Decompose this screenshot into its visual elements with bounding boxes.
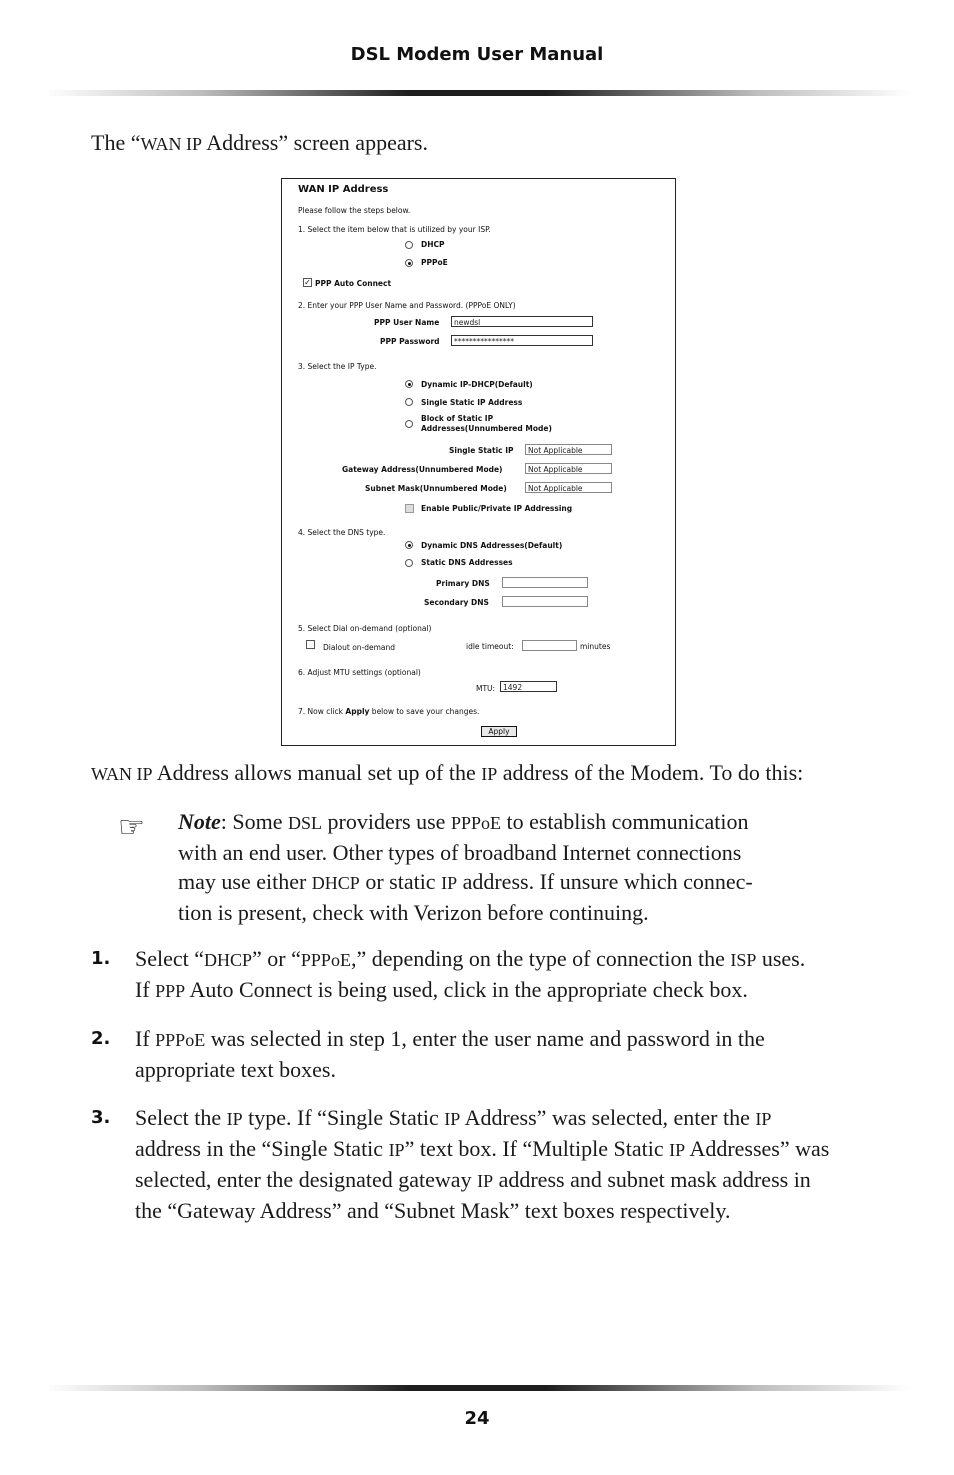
step-smallcaps: PPP <box>155 981 186 1001</box>
step-smallcaps: o <box>330 950 340 970</box>
step-3-line-1 <box>135 1103 865 1134</box>
note-label: Note <box>178 809 221 834</box>
desc-text-1: Address allows manual set up of the <box>152 760 482 785</box>
label-dynamic-dns: Dynamic DNS Addresses(Default) <box>421 541 563 550</box>
note-line-4: tion is present, check with Verizon before continuing. <box>178 900 649 925</box>
step-3-line-4: the “Gateway Address” and “Subnet Mask” text boxes respectively. <box>135 1198 731 1223</box>
step-smallcaps: PPP <box>300 950 331 970</box>
label-public-private: Enable Public/Private IP Addressing <box>421 504 573 513</box>
radio-single-static[interactable] <box>405 398 413 406</box>
step-text: Auto Connect is being used, click in the appropriate check box. <box>185 977 748 1002</box>
label-ppp-username: PPP User Name <box>374 318 440 327</box>
screen-step4: 4. Select the DNS type. <box>298 528 386 537</box>
gateway-field[interactable]: Not Applicable <box>525 463 612 474</box>
mtu-field[interactable]: 1492 <box>500 681 557 692</box>
footer-rule <box>45 1385 911 1391</box>
intro-smallcaps: WAN IP <box>140 134 202 154</box>
label-dhcp: DHCP <box>421 240 445 249</box>
step-2-line-2: appropriate text boxes. <box>135 1057 336 1082</box>
single-static-ip-field[interactable]: Not Applicable <box>525 444 612 455</box>
description-paragraph <box>91 758 803 789</box>
checkbox-public-private[interactable] <box>405 504 414 513</box>
note-text: may use either <box>178 869 312 894</box>
step-smallcaps: DHCP <box>204 950 253 970</box>
label-subnet: Subnet Mask(Unnumbered Mode) <box>365 484 507 493</box>
screen-step3: 3. Select the IP Type. <box>298 362 377 371</box>
step-smallcaps: E <box>339 950 351 970</box>
step-smallcaps: IP <box>477 1171 494 1191</box>
step-1-text <box>135 944 865 1006</box>
radio-dynamic-ip[interactable] <box>405 380 413 388</box>
step-2-number: 2. <box>91 1028 111 1049</box>
step-smallcaps: IP <box>388 1140 405 1160</box>
step-text: If <box>135 1026 156 1051</box>
step-text: type. If “Single Static <box>242 1105 445 1130</box>
step-2-text <box>135 1024 865 1084</box>
step-smallcaps: IP <box>444 1109 461 1129</box>
step-text: ” or “ <box>252 946 301 971</box>
label-dynamic-ip: Dynamic IP-DHCP(Default) <box>421 380 533 389</box>
page-number: 24 <box>464 1408 490 1429</box>
step-3-line-2 <box>135 1134 865 1165</box>
step-2-line-1 <box>135 1024 865 1055</box>
screen-title: WAN IP Address <box>298 184 389 195</box>
step7-post: below to save your changes. <box>369 707 480 716</box>
label-block-static-1: Block of Static IP <box>421 414 494 423</box>
step-smallcaps: E <box>194 1030 206 1050</box>
step-1-line-1 <box>135 944 865 975</box>
note-smallcaps: PPP <box>450 813 481 833</box>
label-primary-dns: Primary DNS <box>436 579 490 588</box>
intro-prefix: The “ <box>91 130 141 155</box>
step-text: address in the “Single Static <box>135 1136 389 1161</box>
desc-smallcaps-2: IP <box>481 764 498 784</box>
primary-dns-field[interactable] <box>502 577 588 588</box>
note-line-1 <box>178 807 798 838</box>
note-smallcaps: E <box>489 813 501 833</box>
radio-block-static[interactable] <box>405 420 413 428</box>
note-text: or static <box>359 869 442 894</box>
label-pppoe: PPPoE <box>421 258 448 267</box>
label-gateway: Gateway Address(Unnumbered Mode) <box>342 465 503 474</box>
step-smallcaps: IP <box>226 1109 243 1129</box>
step7-bold: Apply <box>345 707 370 716</box>
desc-text-2: address of the Modem. To do this: <box>497 760 804 785</box>
note-text: providers use <box>322 809 451 834</box>
note-line-3 <box>178 867 798 898</box>
step-text: ” text box. If “Multiple Static <box>404 1136 670 1161</box>
step-text: selected, enter the designated gateway <box>135 1167 478 1192</box>
running-header: DSL Modem User Manual <box>350 44 604 65</box>
label-secondary-dns: Secondary DNS <box>424 598 489 607</box>
note-text: : Some <box>220 809 288 834</box>
step-text: If <box>135 977 156 1002</box>
checkbox-ppp-auto[interactable]: ✓ <box>304 278 311 287</box>
ppp-password-field[interactable]: **************** <box>451 335 593 346</box>
intro-paragraph <box>91 128 428 159</box>
header-rule <box>45 90 911 96</box>
screen-instructions: Please follow the steps below. <box>298 206 411 215</box>
checkbox-dialout[interactable] <box>306 640 315 649</box>
idle-timeout-field[interactable] <box>522 640 577 651</box>
secondary-dns-field[interactable] <box>502 596 588 607</box>
note-smallcaps: DSL <box>288 813 323 833</box>
note-text: address. If unsure which connec- <box>457 869 753 894</box>
screen-step6: 6. Adjust MTU settings (optional) <box>298 668 421 677</box>
label-ppp-password: PPP Password <box>380 337 440 346</box>
step-smallcaps: PPP <box>155 1030 186 1050</box>
apply-button[interactable]: Apply <box>481 726 517 737</box>
step-text: uses. <box>756 946 806 971</box>
step-text: Address” was selected, enter the <box>460 1105 756 1130</box>
note-block <box>178 807 798 927</box>
step-text: ,” depending on the type of connection the <box>350 946 731 971</box>
step-text: Select “ <box>135 946 205 971</box>
step-smallcaps: ISP <box>730 950 757 970</box>
note-smallcaps: IP <box>441 873 458 893</box>
radio-pppoe[interactable] <box>405 259 413 267</box>
step-smallcaps: IP <box>755 1109 772 1129</box>
step-3-text <box>135 1103 865 1225</box>
label-dialout: Dialout on-demand <box>323 643 396 652</box>
step-1-line-2 <box>135 975 865 1006</box>
note-line-2: with an end user. Other types of broadband Internet connections <box>178 840 742 865</box>
step-text: Addresses” was <box>685 1136 830 1161</box>
screen-step2: 2. Enter your PPP User Name and Password. (PPPoE ONLY) <box>298 301 516 310</box>
step-text: was selected in step 1, enter the user name and password in the <box>205 1026 765 1051</box>
label-mtu: MTU: <box>476 684 496 693</box>
label-single-static: Single Static IP Address <box>421 398 523 407</box>
radio-dhcp[interactable] <box>405 241 413 249</box>
label-static-dns: Static DNS Addresses <box>421 558 513 567</box>
pointing-hand-icon: ☞ <box>118 810 145 845</box>
screen-step1: 1. Select the item below that is utilized by your ISP. <box>298 225 491 234</box>
step-1-number: 1. <box>91 948 111 969</box>
ppp-username-field[interactable]: newdsl <box>451 316 593 327</box>
radio-dynamic-dns[interactable] <box>405 541 413 549</box>
note-smallcaps: o <box>480 813 490 833</box>
step-3-line-3 <box>135 1165 865 1196</box>
label-single-static-ip: Single Static IP <box>449 446 514 455</box>
label-block-static-2: Addresses(Unnumbered Mode) <box>421 424 552 433</box>
step-text: address and subnet mask address in <box>493 1167 811 1192</box>
note-smallcaps: DHCP <box>311 873 360 893</box>
label-idle-timeout: idle timeout: <box>466 642 514 651</box>
wan-ip-screenshot <box>281 178 676 746</box>
intro-suffix: Address” screen appears. <box>201 130 428 155</box>
label-minutes: minutes <box>580 642 611 651</box>
screen-step5: 5. Select Dial on-demand (optional) <box>298 624 432 633</box>
note-text: to establish communication <box>500 809 749 834</box>
step-smallcaps: IP <box>669 1140 686 1160</box>
step7-pre: 7. Now click <box>298 707 346 716</box>
desc-smallcaps-1: WAN IP <box>91 764 153 784</box>
step-3-number: 3. <box>91 1107 111 1128</box>
subnet-field[interactable]: Not Applicable <box>525 482 612 493</box>
step-smallcaps: o <box>185 1030 195 1050</box>
screen-step7 <box>298 707 479 716</box>
radio-static-dns[interactable] <box>405 559 413 567</box>
step-text: Select the <box>135 1105 227 1130</box>
label-ppp-auto: PPP Auto Connect <box>315 279 392 288</box>
